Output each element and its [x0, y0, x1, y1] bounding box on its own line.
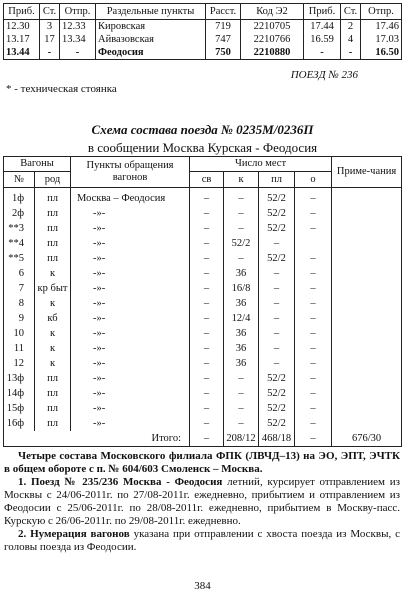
seats-o: – [295, 266, 332, 281]
cell-depart: - [60, 46, 96, 60]
wagon-row [4, 341, 402, 356]
notes [4, 450, 400, 554]
seats-o: – [295, 401, 332, 416]
cell-distance: 747 [206, 33, 241, 46]
wagon-row [4, 326, 402, 341]
seats-sv: – [190, 341, 224, 356]
seats-o: – [295, 221, 332, 236]
wagon-kind: пл [35, 371, 71, 386]
wagon-number: 13ф [4, 371, 35, 386]
seats-k: 52/2 [224, 236, 259, 251]
seats-sv: – [190, 401, 224, 416]
wagon-note [332, 206, 402, 221]
cell-arrive: 13.44 [4, 46, 40, 60]
seats-pl: 52/2 [259, 401, 295, 416]
wagon-kind: к [35, 356, 71, 371]
wagon-row [4, 221, 402, 236]
wagon-kind: к [35, 341, 71, 356]
wagon-route: -»- [71, 416, 190, 431]
wagon-row [4, 188, 402, 207]
seats-pl: 52/2 [259, 221, 295, 236]
schedule-row [4, 33, 402, 46]
wagon-number: 15ф [4, 401, 35, 416]
note-1-label: 1. Поезд № 235/236 Москва - Феодосия [18, 476, 223, 488]
seats-sv: – [190, 221, 224, 236]
wagon-note [332, 416, 402, 431]
schedule-row [4, 46, 402, 60]
wagon-kind: кб [35, 311, 71, 326]
cell-station: Айвазовская [96, 33, 206, 46]
wagon-number: 14ф [4, 386, 35, 401]
header-sv: св [190, 172, 224, 188]
wagon-row [4, 311, 402, 326]
wagon-note [332, 296, 402, 311]
seats-sv: – [190, 266, 224, 281]
seats-o: – [295, 386, 332, 401]
wagon-route: -»- [71, 401, 190, 416]
seats-o: – [295, 206, 332, 221]
header-pl: пл [259, 172, 295, 188]
seats-o: – [295, 371, 332, 386]
seats-sv: – [190, 281, 224, 296]
wagon-kind: пл [35, 401, 71, 416]
seats-o: – [295, 296, 332, 311]
wagon-number: 1ф [4, 188, 35, 207]
wagon-route: -»- [71, 206, 190, 221]
note-2-text: указана при отправлении с хвоста поезда из Москвы, с головы поезда из Феодосии. [4, 528, 400, 553]
cell-station: Феодосия [96, 46, 206, 60]
wagon-route: -»- [71, 371, 190, 386]
seats-k: – [224, 206, 259, 221]
cell-depart-2: 17.46 [361, 20, 402, 34]
total-sv: – [190, 431, 224, 447]
seats-sv: – [190, 386, 224, 401]
schedule-header-depart-2: Отпр. [361, 4, 402, 20]
seats-o: – [295, 281, 332, 296]
schedule-header-depart: Отпр. [60, 4, 96, 20]
wagon-number: 11 [4, 341, 35, 356]
seats-pl: – [259, 341, 295, 356]
seats-pl: – [259, 356, 295, 371]
header-no: № [4, 172, 35, 188]
wagon-route: -»- [71, 326, 190, 341]
seats-k: 36 [224, 356, 259, 371]
seats-pl: – [259, 296, 295, 311]
total-note: 676/30 [332, 431, 402, 447]
seats-pl: 52/2 [259, 206, 295, 221]
seats-o: – [295, 416, 332, 431]
wagon-note [332, 371, 402, 386]
footnote: * - техническая стоянка [6, 83, 117, 95]
seats-sv: – [190, 371, 224, 386]
seats-pl: 52/2 [259, 371, 295, 386]
wagon-kind: пл [35, 206, 71, 221]
header-kind: род [35, 172, 71, 188]
wagon-note [332, 326, 402, 341]
seats-sv: – [190, 326, 224, 341]
seats-pl: – [259, 311, 295, 326]
composition-subtitle: в сообщении Москва Курская - Феодосия [87, 140, 318, 155]
train-label: ПОЕЗД № 236 [290, 69, 358, 81]
wagon-note [332, 251, 402, 266]
seats-o: – [295, 311, 332, 326]
wagon-note [332, 281, 402, 296]
seats-pl: – [259, 326, 295, 341]
wagon-note [332, 221, 402, 236]
cell-code: 2210766 [241, 33, 304, 46]
seats-k: – [224, 188, 259, 207]
schedule-header-stop-2: Ст. [341, 4, 361, 20]
wagon-number: 16ф [4, 416, 35, 431]
seats-sv: – [190, 311, 224, 326]
cell-code: 2210880 [241, 46, 304, 60]
seats-k: 36 [224, 266, 259, 281]
wagon-number: 9 [4, 311, 35, 326]
wagon-number: 6 [4, 266, 35, 281]
cell-arrive-2: 17.44 [304, 20, 341, 34]
wagon-route: Москва – Феодосия [71, 188, 190, 207]
schedule-header-code: Код Э2 [241, 4, 304, 20]
total-pl: 468/18 [259, 431, 295, 447]
header-points: Пункты обращения вагонов [71, 157, 190, 188]
cell-distance: 750 [206, 46, 241, 60]
wagon-number: 2ф [4, 206, 35, 221]
seats-k: 36 [224, 296, 259, 311]
note-1-text: летний, курсирует отправлением из Москвы с 24/06-2011г. по 27/08-2011г. ежедневно, прибытием и отправлением из Феодосии с 25/06-2011г. по 28/08-2011г. ежедневно, прибытием в Москву-пасс. Курскую с 26/06-2011г. по 29/08-2011г. ежедневно. [4, 476, 400, 527]
wagon-kind: пл [35, 236, 71, 251]
seats-k: – [224, 386, 259, 401]
seats-sv: – [190, 416, 224, 431]
wagon-route: -»- [71, 356, 190, 371]
wagon-note [332, 266, 402, 281]
wagon-row [4, 236, 402, 251]
schedule-header-arrive: Приб. [4, 4, 40, 20]
wagon-row [4, 416, 402, 431]
wagon-route: -»- [71, 311, 190, 326]
wagon-note [332, 356, 402, 371]
seats-k: – [224, 221, 259, 236]
wagon-row [4, 281, 402, 296]
seats-k: 16/8 [224, 281, 259, 296]
seats-o: – [295, 356, 332, 371]
seats-k: 36 [224, 326, 259, 341]
wagon-note [332, 236, 402, 251]
schedule-header-stop: Ст. [40, 4, 60, 20]
wagon-route: -»- [71, 251, 190, 266]
seats-pl: – [259, 266, 295, 281]
header-seats: Число мест [190, 157, 332, 172]
composition-table [3, 156, 402, 447]
page-number: 384 [194, 580, 211, 592]
seats-o: – [295, 326, 332, 341]
schedule-table [3, 3, 402, 60]
cell-depart-2: 16.50 [361, 46, 402, 60]
wagon-route: -»- [71, 341, 190, 356]
seats-pl: 52/2 [259, 386, 295, 401]
total-label: Итого: [4, 431, 190, 447]
wagon-number: **5 [4, 251, 35, 266]
seats-sv: – [190, 296, 224, 311]
wagon-note [332, 311, 402, 326]
wagon-row [4, 296, 402, 311]
cell-arrive: 13.17 [4, 33, 40, 46]
composition-body [4, 188, 402, 447]
wagon-kind: пл [35, 251, 71, 266]
seats-k: – [224, 251, 259, 266]
wagon-kind: кр быт [35, 281, 71, 296]
cell-arrive-2: - [304, 46, 341, 60]
seats-sv: – [190, 236, 224, 251]
cell-stop-2: 2 [341, 20, 361, 34]
wagon-kind: пл [35, 221, 71, 236]
cell-depart: 13.34 [60, 33, 96, 46]
seats-pl: – [259, 281, 295, 296]
wagon-number: 7 [4, 281, 35, 296]
wagon-note [332, 341, 402, 356]
seats-sv: – [190, 206, 224, 221]
seats-pl: 52/2 [259, 188, 295, 207]
wagon-number: **3 [4, 221, 35, 236]
cell-arrive-2: 16.59 [304, 33, 341, 46]
cell-stop-2: - [341, 46, 361, 60]
wagon-number: **4 [4, 236, 35, 251]
wagon-row [4, 371, 402, 386]
wagon-route: -»- [71, 221, 190, 236]
notes-heading: Четыре состава Московского филиала ФПК (ЛВЧД–13) на ЭО, ЭПТ, ЭЧТК в общем обороте с п. № 604/603 Смоленск – Москва. [4, 450, 400, 475]
wagon-row [4, 401, 402, 416]
schedule-header-row [4, 4, 402, 20]
seats-o: – [295, 251, 332, 266]
cell-depart-2: 17.03 [361, 33, 402, 46]
seats-k: – [224, 401, 259, 416]
wagon-route: -»- [71, 296, 190, 311]
header-k: к [224, 172, 259, 188]
wagon-route: -»- [71, 266, 190, 281]
wagon-note [332, 401, 402, 416]
note-2-label: 2. Нумерация вагонов [18, 528, 130, 540]
wagon-number: 12 [4, 356, 35, 371]
wagon-route: -»- [71, 236, 190, 251]
wagon-kind: пл [35, 188, 71, 207]
seats-k: 12/4 [224, 311, 259, 326]
wagon-kind: пл [35, 386, 71, 401]
wagon-kind: пл [35, 416, 71, 431]
cell-stop-2: 4 [341, 33, 361, 46]
cell-arrive: 12.30 [4, 20, 40, 34]
header-o: о [295, 172, 332, 188]
header-note: Приме-чания [332, 157, 402, 188]
seats-o [295, 236, 332, 251]
seats-k: – [224, 416, 259, 431]
total-row [4, 431, 402, 447]
cell-stop: 3 [40, 20, 60, 34]
cell-distance: 719 [206, 20, 241, 34]
total-o: – [295, 431, 332, 447]
seats-pl: 52/2 [259, 416, 295, 431]
schedule-header-distance: Расст. [206, 4, 241, 20]
note-1 [4, 476, 400, 528]
wagon-note [332, 386, 402, 401]
wagon-row [4, 266, 402, 281]
wagon-note [332, 188, 402, 207]
cell-depart: 12.33 [60, 20, 96, 34]
wagon-row [4, 356, 402, 371]
seats-sv: – [190, 188, 224, 207]
seats-pl: 52/2 [259, 251, 295, 266]
wagon-kind: к [35, 296, 71, 311]
wagon-number: 10 [4, 326, 35, 341]
wagon-kind: к [35, 326, 71, 341]
composition-header-row [4, 157, 402, 172]
wagon-row [4, 206, 402, 221]
schedule-row [4, 20, 402, 34]
schedule-header-station: Раздельные пункты [96, 4, 206, 20]
seats-k: – [224, 371, 259, 386]
wagon-route: -»- [71, 281, 190, 296]
cell-stop: - [40, 46, 60, 60]
cell-code: 2210705 [241, 20, 304, 34]
wagon-kind: к [35, 266, 71, 281]
wagon-number: 8 [4, 296, 35, 311]
wagon-row [4, 386, 402, 401]
note-2 [4, 528, 400, 554]
header-wagons: Вагоны [4, 157, 71, 172]
composition-title: Схема состава поезда № 0235М/0236П [91, 122, 314, 137]
seats-o: – [295, 341, 332, 356]
seats-k: 36 [224, 341, 259, 356]
seats-pl: – [259, 236, 295, 251]
total-k: 208/12 [224, 431, 259, 447]
wagon-row [4, 251, 402, 266]
seats-sv: – [190, 356, 224, 371]
cell-station: Кировская [96, 20, 206, 34]
seats-sv: – [190, 251, 224, 266]
seats-o: – [295, 188, 332, 207]
schedule-header-arrive-2: Приб. [304, 4, 341, 20]
wagon-route: -»- [71, 386, 190, 401]
cell-stop: 17 [40, 33, 60, 46]
